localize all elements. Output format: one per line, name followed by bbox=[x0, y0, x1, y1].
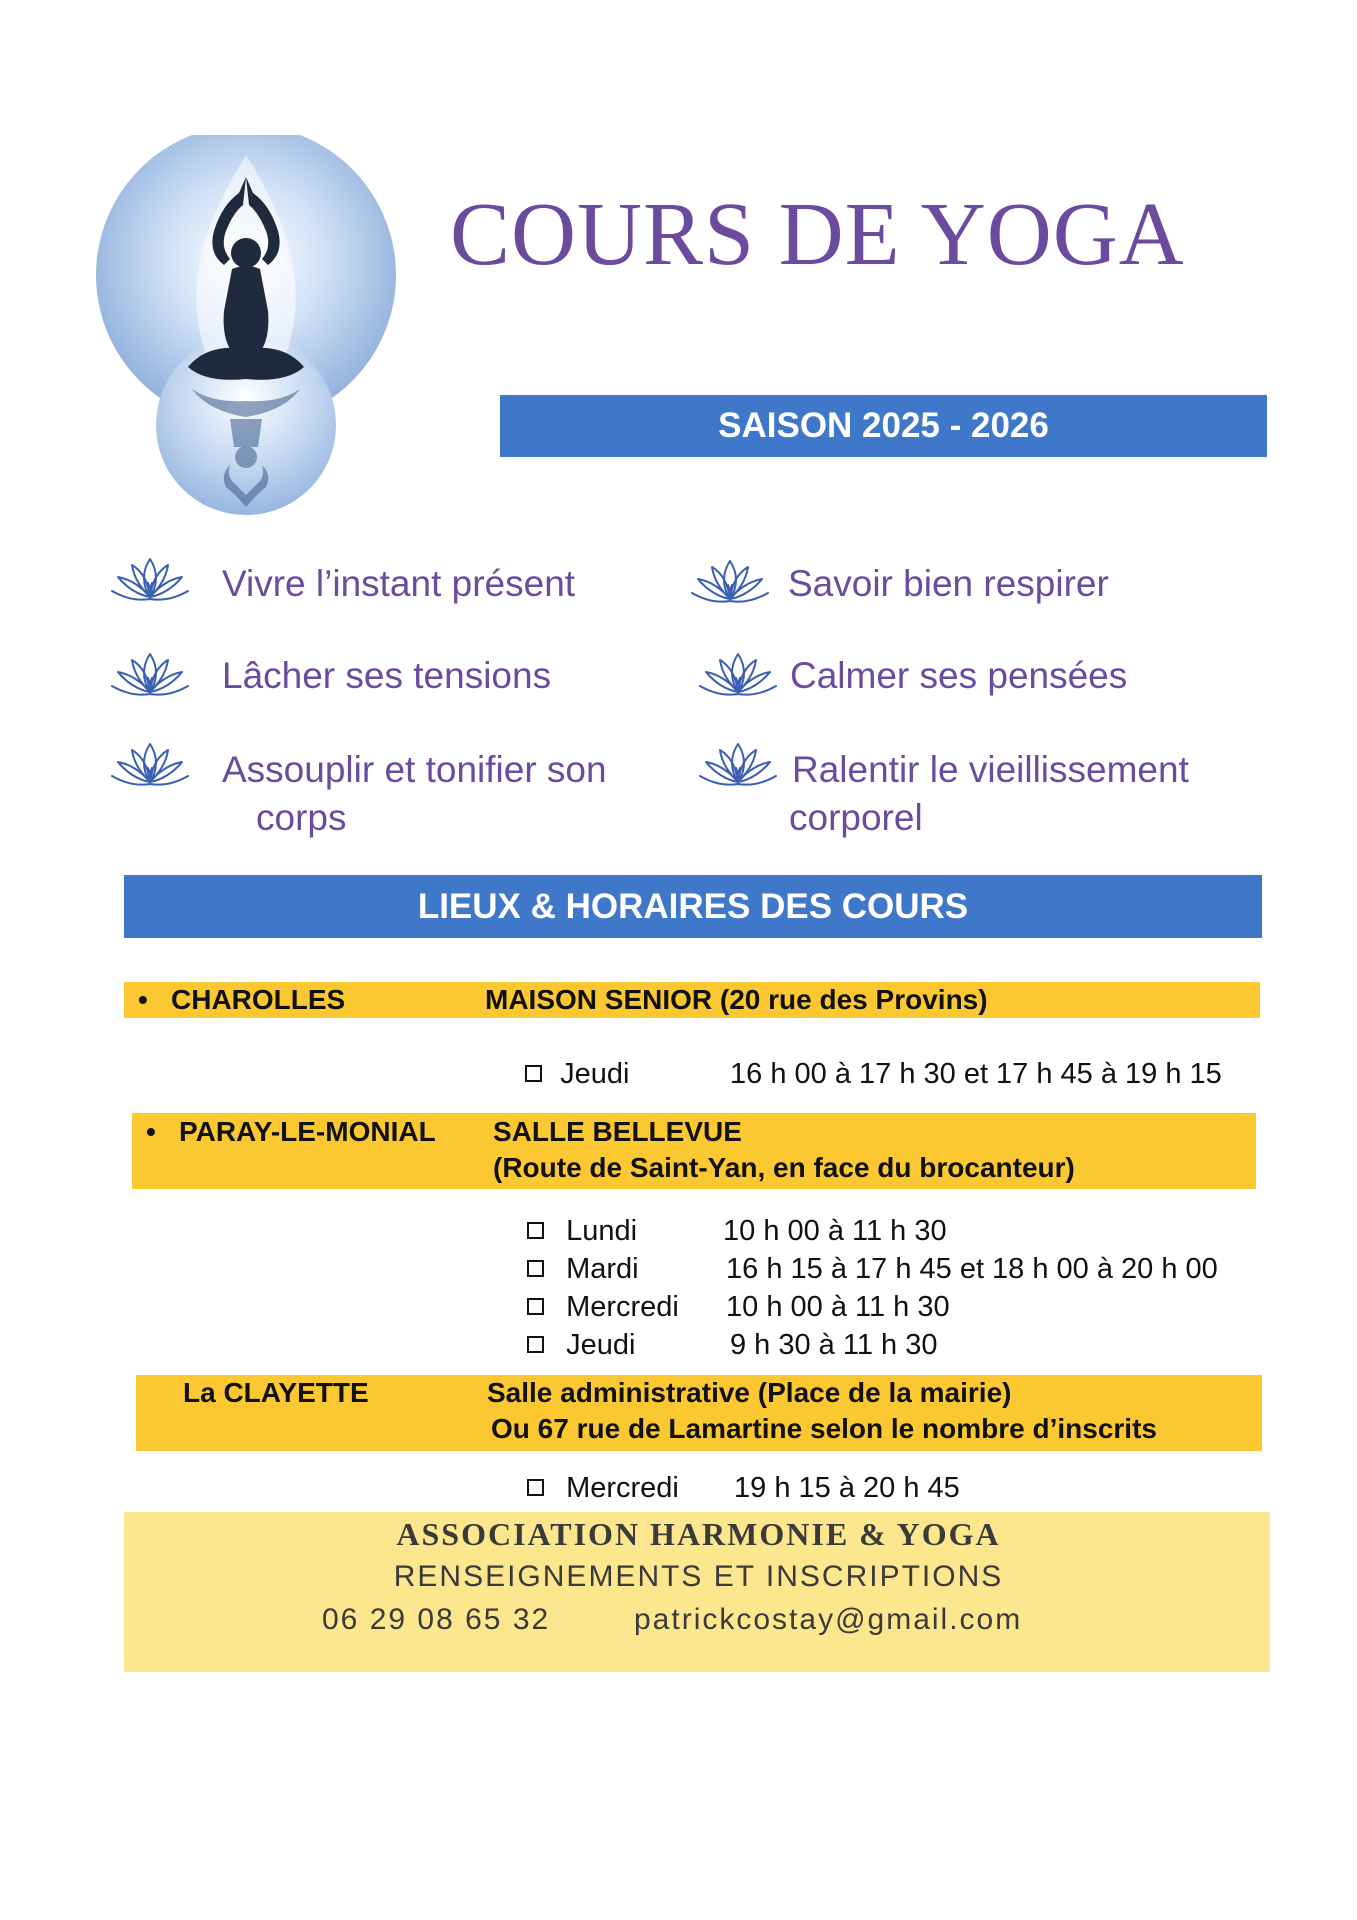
yoga-meditation-logo bbox=[96, 135, 406, 515]
checkbox-icon bbox=[527, 1260, 544, 1277]
schedule-hours: 10 h 00 à 11 h 30 bbox=[726, 1291, 950, 1323]
schedule-row: Lundi bbox=[527, 1212, 637, 1250]
checkbox-icon bbox=[527, 1222, 544, 1239]
schedule-hours: 16 h 00 à 17 h 30 et 17 h 45 à 19 h 15 bbox=[730, 1058, 1222, 1090]
schedule-row: Jeudi bbox=[525, 1055, 728, 1093]
benefit-item: Savoir bien respirer bbox=[788, 563, 1109, 604]
location-city: CHAROLLES bbox=[171, 984, 346, 1015]
checkbox-icon bbox=[527, 1479, 544, 1496]
checkbox-icon bbox=[527, 1336, 544, 1353]
checkbox-icon bbox=[525, 1065, 542, 1082]
lotus-icon bbox=[108, 738, 192, 790]
location-bullet: • bbox=[138, 984, 148, 1015]
location-venue-detail: Ou 67 rue de Lamartine selon le nombre d’inscrits bbox=[491, 1413, 1157, 1444]
benefit-item: Assouplir et tonifier son corps bbox=[222, 749, 607, 838]
schedule-hours: 9 h 30 à 11 h 30 bbox=[730, 1329, 938, 1361]
benefit-item: Lâcher ses tensions bbox=[222, 655, 552, 696]
lotus-icon bbox=[696, 648, 780, 700]
location-city: La CLAYETTE bbox=[183, 1377, 369, 1408]
lotus-icon bbox=[108, 648, 192, 700]
benefit-item: Vivre l’instant présent bbox=[222, 563, 576, 604]
benefit-item: Calmer ses pensées bbox=[790, 655, 1128, 696]
phone-number: 06 29 08 65 32 bbox=[322, 1603, 551, 1636]
schedule-row: Jeudi bbox=[527, 1326, 635, 1364]
location-venue: MAISON SENIOR (20 rue des Provins) bbox=[485, 984, 988, 1015]
season-banner: SAISON 2025 - 2026 bbox=[500, 395, 1267, 457]
location-bullet: • bbox=[146, 1116, 156, 1147]
schedule-row: Mercredi bbox=[527, 1288, 679, 1326]
lotus-icon bbox=[108, 553, 192, 605]
schedule-hours: 16 h 15 à 17 h 45 et 18 h 00 à 20 h 00 bbox=[726, 1253, 1218, 1285]
benefit-item: Ralentir le vieillissement corporel bbox=[789, 749, 1189, 838]
location-venue-detail: (Route de Saint-Yan, en face du brocanteur) bbox=[493, 1152, 1075, 1183]
location-venue: SALLE BELLEVUE bbox=[493, 1116, 742, 1147]
lotus-icon bbox=[688, 555, 772, 607]
schedule-hours: 10 h 00 à 11 h 30 bbox=[723, 1215, 947, 1247]
association-name: ASSOCIATION HARMONIE & YOGA bbox=[396, 1516, 1001, 1552]
page-title: COURS DE YOGA bbox=[450, 185, 1185, 284]
email-address: patrickcostay@gmail.com bbox=[634, 1603, 1023, 1636]
checkbox-icon bbox=[527, 1298, 544, 1315]
info-subtitle: RENSEIGNEMENTS ET INSCRIPTIONS bbox=[393, 1560, 1004, 1593]
schedule-hours: 19 h 15 à 20 h 45 bbox=[734, 1472, 960, 1504]
lotus-icon bbox=[696, 738, 780, 790]
location-city: PARAY-LE-MONIAL bbox=[179, 1116, 436, 1147]
schedule-row: Mardi bbox=[527, 1250, 639, 1288]
location-venue: Salle administrative (Place de la mairie) bbox=[487, 1377, 1012, 1408]
section-title: LIEUX & HORAIRES DES COURS bbox=[124, 875, 1262, 938]
schedule-row: Mercredi bbox=[527, 1469, 679, 1507]
